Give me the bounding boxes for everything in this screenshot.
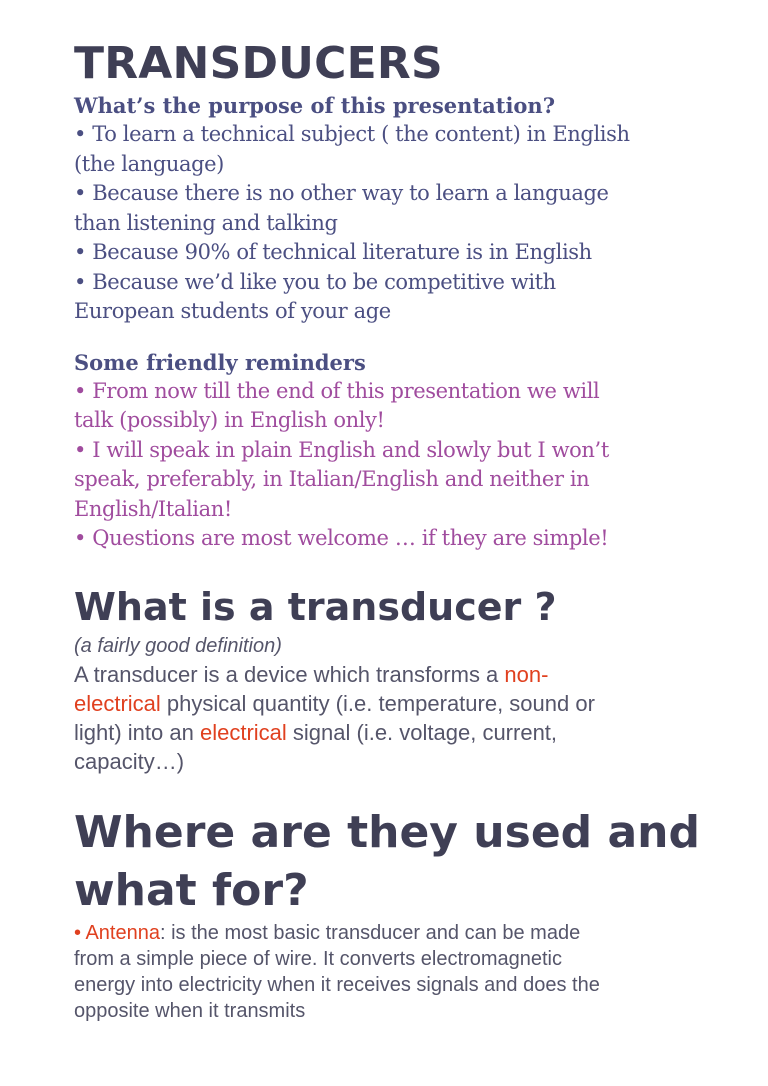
reminder-line: • From now till the end of this presentation we will bbox=[74, 378, 600, 403]
spacer bbox=[74, 327, 714, 349]
document-page bbox=[74, 36, 714, 1024]
definition-text: light) into an bbox=[74, 719, 200, 745]
highlight-electrical: electrical bbox=[199, 719, 287, 745]
reminders-heading: Some friendly reminders bbox=[74, 349, 366, 375]
purpose-line: European students of your age bbox=[74, 299, 391, 323]
definition-subtitle: (a fairly good definition) bbox=[74, 634, 282, 657]
definition-section bbox=[74, 582, 714, 776]
highlight-non-electrical: non- bbox=[504, 661, 549, 687]
bullet: • bbox=[74, 921, 86, 944]
purpose-line: (the language) bbox=[74, 151, 224, 176]
spacer bbox=[74, 554, 714, 582]
reminder-line: • Questions are most welcome … if they are simple! bbox=[74, 526, 609, 550]
usage-text-line: energy into electricity when it receives signals and does the bbox=[74, 973, 600, 996]
definition-text: signal (i.e. voltage, current, bbox=[286, 719, 558, 745]
reminder-line: speak, preferably, in Italian/English and neither in bbox=[74, 467, 590, 491]
usage-text-line: from a simple piece of wire. It converts electromagnetic bbox=[74, 947, 562, 970]
usage-text-line bbox=[74, 920, 714, 946]
purpose-line: • To learn a technical subject ( the content) in English bbox=[74, 122, 630, 146]
usage-section bbox=[74, 804, 714, 1024]
definition-text-line bbox=[74, 689, 714, 718]
definition-text-line bbox=[74, 718, 714, 747]
reminder-line: English/Italian! bbox=[74, 496, 232, 521]
document-title: TRANSDUCERS bbox=[74, 38, 443, 89]
spacer bbox=[74, 776, 714, 804]
purpose-line: • Because we’d like you to be competitive with bbox=[74, 269, 556, 294]
reminder-line: • I will speak in plain English and slowly but I won’t bbox=[74, 437, 609, 462]
purpose-section bbox=[74, 92, 714, 327]
definition-heading: What is a transducer ? bbox=[74, 584, 557, 629]
purpose-heading: What’s the purpose of this presentation? bbox=[74, 93, 556, 118]
definition-text: physical quantity (i.e. temperature, sound or bbox=[160, 690, 595, 716]
usage-heading: what for? bbox=[74, 864, 309, 916]
purpose-line: • Because there is no other way to learn a language bbox=[74, 181, 609, 205]
definition-text-line bbox=[74, 660, 714, 689]
definition-text: A transducer is a device which transforms a bbox=[74, 661, 505, 687]
usage-heading: Where are they used and bbox=[74, 806, 700, 858]
purpose-line: • Because 90% of technical literature is in English bbox=[74, 240, 592, 264]
purpose-line: than listening and talking bbox=[74, 210, 338, 235]
reminders-section bbox=[74, 349, 714, 554]
definition-text-line: capacity…) bbox=[74, 748, 185, 774]
usage-text-line: opposite when it transmits bbox=[74, 999, 306, 1022]
usage-text: : is the most basic transducer and can be made bbox=[159, 921, 581, 944]
reminder-line: talk (possibly) in English only! bbox=[74, 408, 385, 432]
antenna-label: Antenna bbox=[85, 921, 160, 944]
highlight-non-electrical: electrical bbox=[74, 690, 161, 716]
